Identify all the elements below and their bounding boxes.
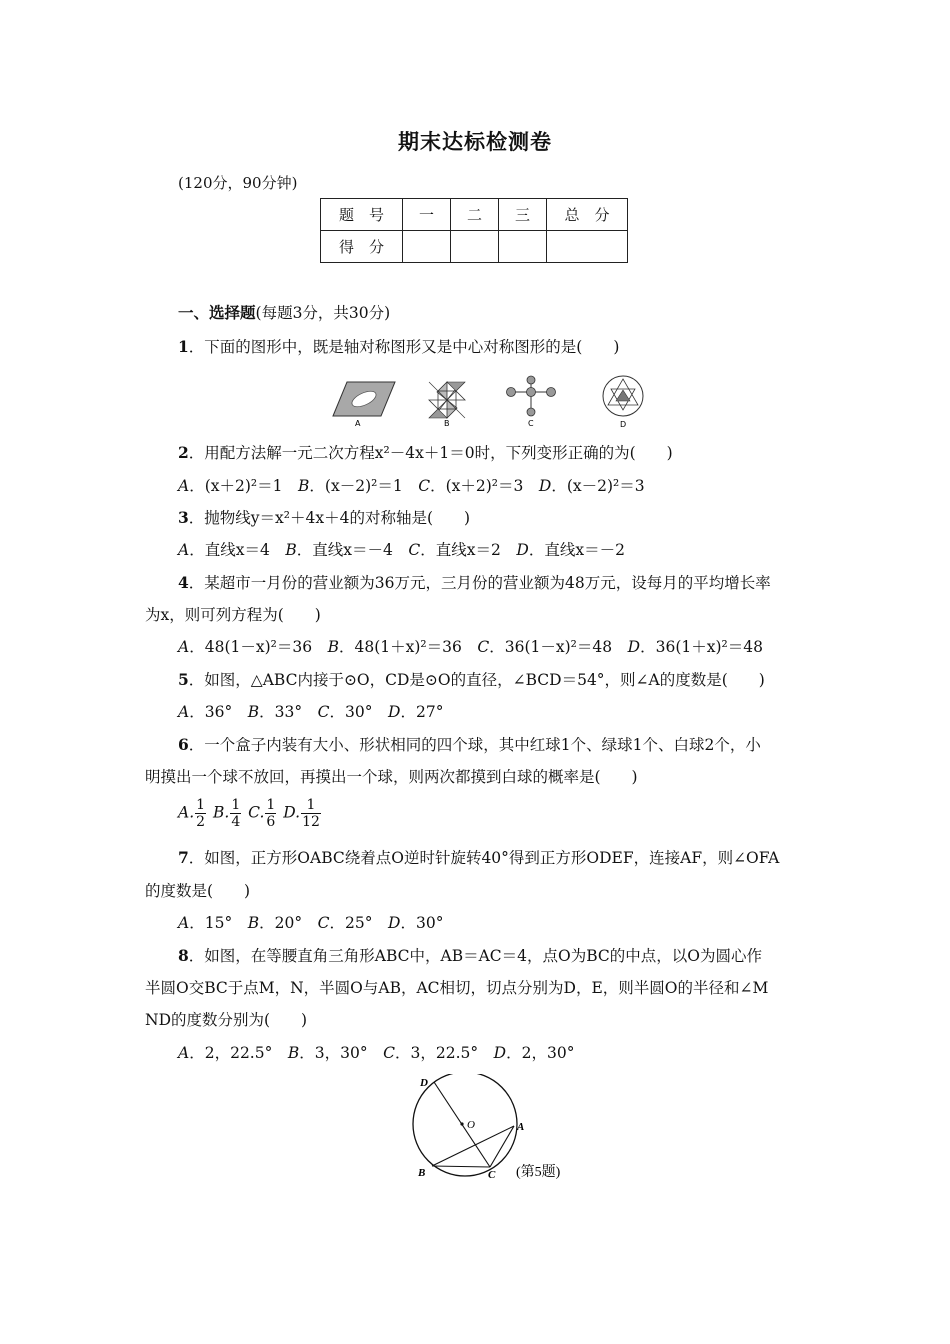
score-cell <box>499 231 547 263</box>
circle-o <box>413 1074 517 1176</box>
q1-figure-d <box>603 376 643 429</box>
option-text: 27° <box>415 703 444 721</box>
figure-caption: (第5题) <box>516 1165 561 1180</box>
option-label: C <box>317 703 330 721</box>
option-text: 33° <box>274 703 303 721</box>
question-text: ．一个盒子内装有大小、形状相同的四个球，其中红球1个、绿球1个、白球2个，小 <box>188 736 761 754</box>
question-text: ．用配方法解一元二次方程x²－4x＋1＝0时，下列变形正确的为( ) <box>188 444 673 462</box>
q8-options: A．2，22.5° B．3，30° C．3，22.5° D．2，30° <box>178 1044 575 1062</box>
q1-figure-b <box>429 382 465 428</box>
q1-figure-c <box>507 376 556 428</box>
option-text: 直线x＝2 <box>435 541 501 559</box>
option-label: C <box>408 541 421 559</box>
q7-options: A．15° B．20° C．25° D．30° <box>178 914 444 932</box>
q4-options: A．48(1－x)²＝36 B．48(1＋x)²＝36 C．36(1－x)²＝48 D．36(1＋x)²＝48 <box>178 638 763 656</box>
label-d: D <box>420 1077 428 1089</box>
question-8-cont: 半圆O交BC于点M，N，半圆O与AB，AC相切，切点分别为D，E，则半圆O的半径和∠M <box>145 979 769 997</box>
question-text: ．如图，在等腰直角三角形ABC中，AB＝AC＝4，点O为BC的中点，以O为圆心作 <box>188 947 762 965</box>
option-text: 直线x＝4 <box>204 541 270 559</box>
option-text: 直线x＝－4 <box>312 541 393 559</box>
score-header-cell: 二 <box>451 199 499 231</box>
question-4-cont: 为x，则可列方程为( ) <box>145 606 321 624</box>
option-label: A <box>178 541 190 559</box>
score-table-header-row <box>321 199 628 231</box>
option-text: 36° <box>204 703 233 721</box>
question-number: 7 <box>178 848 189 867</box>
center-point <box>460 1122 463 1125</box>
section-note: (每题3分，共30分) <box>255 304 391 322</box>
score-header-cell: 总 分 <box>547 199 628 231</box>
fraction-numerator: 1 <box>266 797 276 813</box>
fraction-denominator: 6 <box>266 814 276 830</box>
fraction-numerator: 1 <box>301 797 321 814</box>
option-text: 直线x＝－2 <box>544 541 625 559</box>
option-label: B <box>247 703 260 721</box>
q1-label-c: C <box>528 419 534 428</box>
option-text: (x＋2)²＝3 <box>445 477 524 495</box>
q1-figure-a <box>333 382 395 428</box>
q1-figures <box>325 372 690 432</box>
option-label: C. <box>248 803 265 822</box>
score-header-cell: 题 号 <box>321 199 403 231</box>
question-2 <box>178 443 673 463</box>
question-number: 2 <box>178 443 189 462</box>
score-cell <box>547 231 628 263</box>
label-o: O <box>467 1119 475 1131</box>
question-number: 6 <box>178 735 189 754</box>
question-number: 5 <box>178 670 189 689</box>
score-header-cell: 三 <box>499 199 547 231</box>
question-6-cont: 明摸出一个球不放回，再摸出一个球，则两次都摸到白球的概率是( ) <box>145 768 638 786</box>
option-label: C <box>383 1044 395 1062</box>
option-label: D <box>627 638 641 656</box>
question-6 <box>178 735 761 755</box>
option-label: B <box>285 541 297 559</box>
label-a: A <box>517 1121 525 1133</box>
option-text: 3，22.5° <box>410 1044 479 1062</box>
option-label: D <box>493 1044 507 1062</box>
question-text: ．抛物线y＝x²＋4x＋4的对称轴是( ) <box>188 509 471 527</box>
option-text: 3，30° <box>314 1044 368 1062</box>
label-c: C <box>488 1169 496 1181</box>
chord-bc <box>432 1166 490 1167</box>
option-label: D. <box>283 803 301 822</box>
q5-options: A．36° B．33° C．30° D．27° <box>178 703 444 721</box>
option-text: 2，30° <box>521 1044 575 1062</box>
option-fraction <box>301 797 321 830</box>
option-text: 2，22.5° <box>204 1044 273 1062</box>
option-label: C <box>317 914 330 932</box>
score-cell <box>403 231 451 263</box>
q6-options <box>178 797 323 830</box>
score-header-cell: 一 <box>403 199 451 231</box>
option-text: (x－2)²＝3 <box>566 477 645 495</box>
option-fraction <box>230 797 241 830</box>
option-label: C <box>477 638 490 656</box>
question-8 <box>178 946 762 966</box>
option-fraction <box>265 797 276 830</box>
question-text: ．如图，△ABC内接于⊙O，CD是⊙O的直径，∠BCD＝54°，则∠A的度数是( ) <box>188 671 765 689</box>
question-4 <box>178 573 771 593</box>
q3-options: A．直线x＝4 B．直线x＝－4 C．直线x＝2 D．直线x＝－2 <box>178 541 625 559</box>
option-text: (x＋2)²＝1 <box>204 477 283 495</box>
option-text: 20° <box>274 914 303 932</box>
option-text: 30° <box>415 914 444 932</box>
option-text: 25° <box>345 914 373 932</box>
option-label: D <box>538 477 552 495</box>
question-text: ．下面的图形中，既是轴对称图形又是中心对称图形的是( ) <box>188 338 620 356</box>
page-title: 期末达标检测卷 <box>398 129 552 154</box>
score-row-label: 得 分 <box>321 231 403 263</box>
score-table-score-row <box>321 231 628 263</box>
fraction-denominator: 12 <box>302 814 320 830</box>
option-label: B <box>247 914 260 932</box>
q1-label-d: D <box>620 420 627 429</box>
label-b: B <box>418 1167 426 1179</box>
question-number: 4 <box>178 573 189 592</box>
question-3 <box>178 508 470 528</box>
option-label: D <box>388 703 401 721</box>
question-1 <box>178 337 619 357</box>
question-7 <box>178 848 779 868</box>
option-label: B <box>327 638 339 656</box>
question-text: ．某超市一月份的营业额为36万元，三月份的营业额为48万元，设每月的平均增长率 <box>188 574 771 592</box>
option-text: 30° <box>345 703 373 721</box>
option-label: A <box>178 703 190 721</box>
option-text: 48(1－x)²＝36 <box>204 638 313 656</box>
question-number: 3 <box>178 508 189 527</box>
option-label: B <box>287 1044 300 1062</box>
option-label: D <box>516 541 529 559</box>
option-label: B <box>298 477 310 495</box>
section-heading <box>178 303 390 323</box>
option-text: 36(1＋x)²＝48 <box>655 638 763 656</box>
fraction-denominator: 4 <box>231 814 241 830</box>
score-table <box>320 198 628 263</box>
q1-label-a: A <box>355 419 361 428</box>
option-label: A <box>178 638 190 656</box>
option-label: C <box>418 477 431 495</box>
question-text: ．如图，正方形OABC绕着点O逆时针旋转40°得到正方形ODEF，连接AF，则∠OFA <box>188 849 780 867</box>
option-text: (x－2)²＝1 <box>324 477 403 495</box>
question-number: 8 <box>178 946 189 965</box>
option-label: D <box>388 914 401 932</box>
option-label: B. <box>212 803 230 822</box>
question-number: 1 <box>178 337 189 356</box>
option-label: A <box>178 1044 190 1062</box>
option-text: 15° <box>204 914 233 932</box>
option-label: A <box>178 914 190 932</box>
exam-meta: (120分，90分钟) <box>178 174 298 192</box>
option-text: 36(1－x)²＝48 <box>504 638 613 656</box>
option-label: A <box>178 477 190 495</box>
option-fraction <box>195 797 206 830</box>
option-text: 48(1＋x)²＝36 <box>354 638 462 656</box>
figure-q5 <box>408 1074 588 1184</box>
fraction-denominator: 2 <box>196 814 206 830</box>
question-7-cont: 的度数是( ) <box>145 882 251 900</box>
score-cell <box>451 231 499 263</box>
section-title: 一、选择题 <box>178 303 256 322</box>
option-label: A. <box>178 803 195 822</box>
question-8-cont2: ND的度数分别为( ) <box>145 1011 308 1029</box>
q2-options: A．(x＋2)²＝1 B．(x－2)²＝1 C．(x＋2)²＝3 D．(x－2)²＝3 <box>178 477 645 495</box>
fraction-numerator: 1 <box>196 797 206 813</box>
q1-label-b: B <box>444 419 450 428</box>
question-5 <box>178 670 765 690</box>
fraction-numerator: 1 <box>231 797 241 813</box>
